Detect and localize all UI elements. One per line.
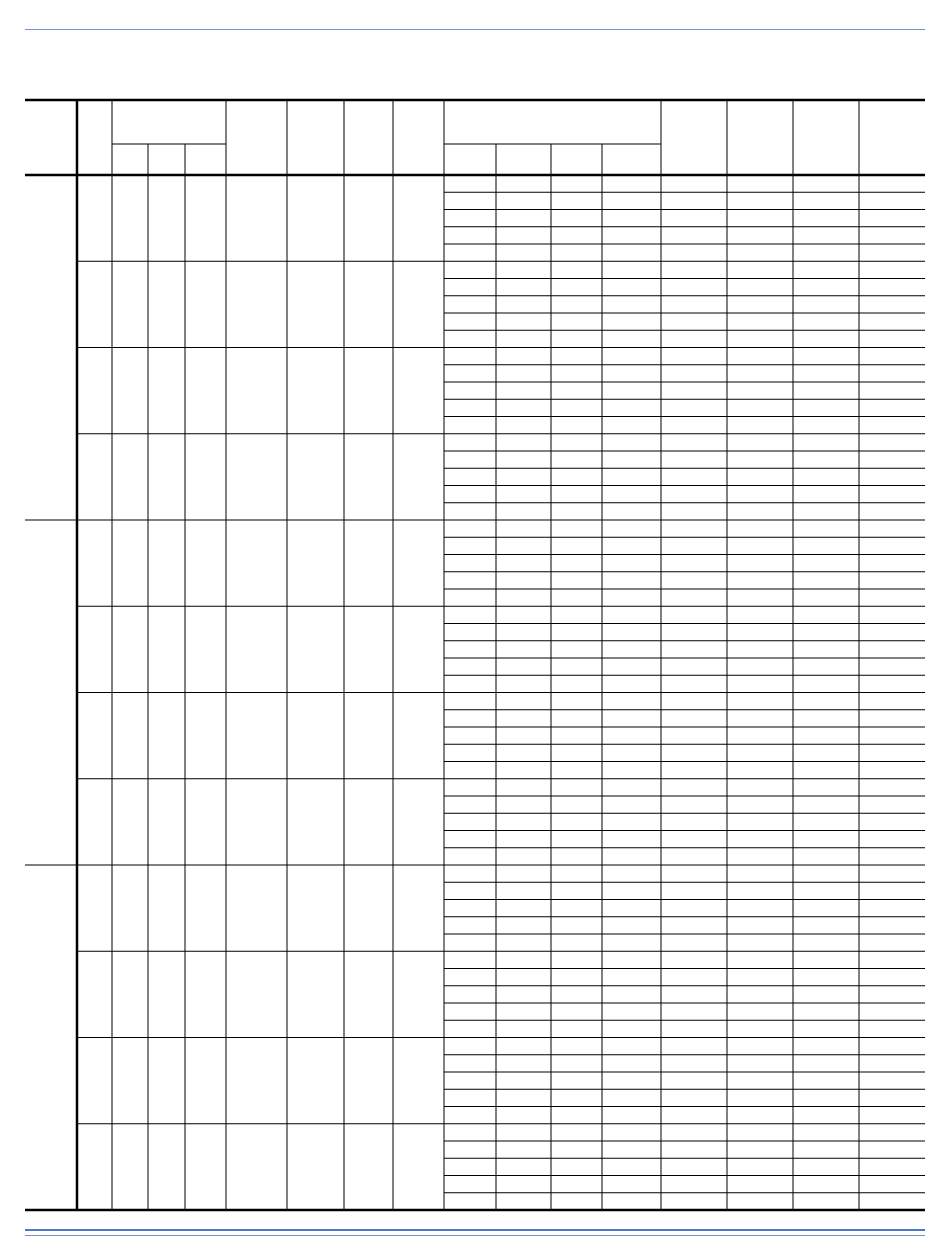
bottom-rule — [25, 1229, 925, 1231]
bottom-rule-thin — [25, 1235, 925, 1236]
